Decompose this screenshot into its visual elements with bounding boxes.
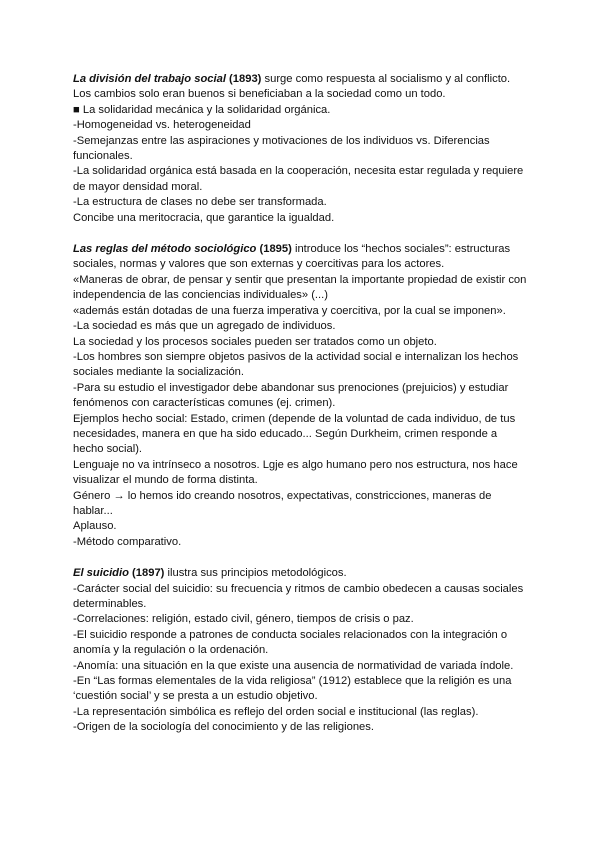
text-line: ‘cuestión social’ y se presta a un estudio objetivo. (73, 690, 318, 703)
heading-text: introduce los “hechos sociales”: estructuras (291, 243, 511, 256)
text-line: -Homogeneidad vs. heterogeneidad (73, 119, 251, 132)
section-division-trabajo (73, 72, 540, 226)
text-line: necesidades, manera en que ha sido educado... Según Durkheim, crimen responde a (73, 427, 498, 440)
text-line: determinables. (73, 598, 147, 610)
text-line: -La representación simbólica es reflejo del orden social e institucional (las reglas). (73, 705, 479, 718)
text-line: independencia de las conciencias individuales» (...) (73, 289, 328, 302)
text-line: Ejemplos hecho social: Estado, crimen (depende de la voluntad de cada individuo, de tus (73, 412, 516, 425)
text-line: Lenguaje no va intrínseco a nosotros. Lgje es algo humano pero nos estructura, nos hace (73, 458, 518, 471)
section-suicidio (73, 566, 540, 735)
heading-text: ilustra sus principios metodológicos. (164, 567, 347, 580)
text-line: hablar... (73, 504, 113, 517)
text-line: de mayor densidad moral. (73, 180, 203, 193)
section-heading (73, 72, 540, 87)
text-line: «Maneras de obrar, de pensar y sentir que presentan la importante propiedad de existir con (73, 273, 527, 286)
text-line: -La solidaridad orgánica está basada en la cooperación, necesita estar regulada y requiere (73, 165, 524, 178)
work-year: (1897) (128, 567, 165, 580)
text-line: -Para su estudio el investigador debe abandonar sus prenociones (prejuicios) y estudiar (73, 381, 509, 394)
text-line: «además están dotadas de una fuerza imperativa y coercitiva, por la cual se imponen». (73, 304, 506, 317)
text-line: -En “Las formas elementales de la vida religiosa” (1912) establece que la religión es una (73, 675, 512, 688)
text-line: La sociedad y los procesos sociales pueden ser tratados como un objeto. (73, 335, 437, 348)
work-title: Las reglas del método sociológico (73, 243, 257, 256)
text-line: hecho social). (73, 443, 143, 456)
text-line: anomía y la regulación o la ordenación. (73, 644, 269, 657)
text-line: sociales, normas y valores que son externas y coercitivas para los actores. (73, 258, 445, 271)
heading-text: surge como respuesta al socialismo y al conflicto. (261, 73, 511, 85)
work-title: La división del trabajo social (73, 73, 226, 85)
text-line: Concibe una meritocracia, que garantice la igualdad. (73, 211, 335, 224)
section-heading (73, 566, 540, 581)
text-line: -Carácter social del suicidio: su frecuencia y ritmos de cambio obedecen a causas sociales (73, 582, 524, 595)
text-line: fenómenos con características comunes (ej. crimen). (73, 397, 336, 410)
text-line: -Anomía: una situación en la que existe una ausencia de normatividad de variada índole. (73, 659, 514, 672)
text-line: funcionales. (73, 150, 133, 163)
text-line: visualizar el mundo de forma distinta. (73, 474, 258, 487)
text-line: -Método comparativo. (73, 535, 182, 548)
text-line: Género → lo hemos ido creando nosotros, expectativas, constricciones, maneras de (73, 489, 492, 502)
text-line: ■ La solidaridad mecánica y la solidaridad orgánica. (73, 103, 331, 116)
text-line: -Los hombres son siempre objetos pasivos de la actividad social e internalizan los hechos (73, 350, 519, 363)
text-line: -La estructura de clases no debe ser transformada. (73, 196, 327, 209)
text-line: -Semejanzas entre las aspiraciones y motivaciones de los individuos vs. Diferencias (73, 134, 490, 147)
work-year: (1893) (225, 73, 262, 85)
text-line: sociales mediante la socialización. (73, 366, 245, 379)
text-line: -Origen de la sociología del conocimiento y de las religiones. (73, 721, 374, 734)
section-heading (73, 242, 540, 257)
text-line: -La sociedad es más que un agregado de individuos. (73, 320, 336, 333)
work-year: (1895) (256, 243, 292, 256)
section-reglas-metodo (73, 242, 540, 550)
text-line: Aplauso. (73, 520, 117, 533)
text-line: Los cambios solo eran buenos si beneficiaban a la sociedad como un todo. (73, 88, 446, 101)
text-line: -Correlaciones: religión, estado civil, género, tiempos de crisis o paz. (73, 613, 414, 626)
text-line: -El suicidio responde a patrones de conducta sociales relacionados con la integración o (73, 628, 508, 641)
work-title: El suicidio (73, 567, 129, 580)
